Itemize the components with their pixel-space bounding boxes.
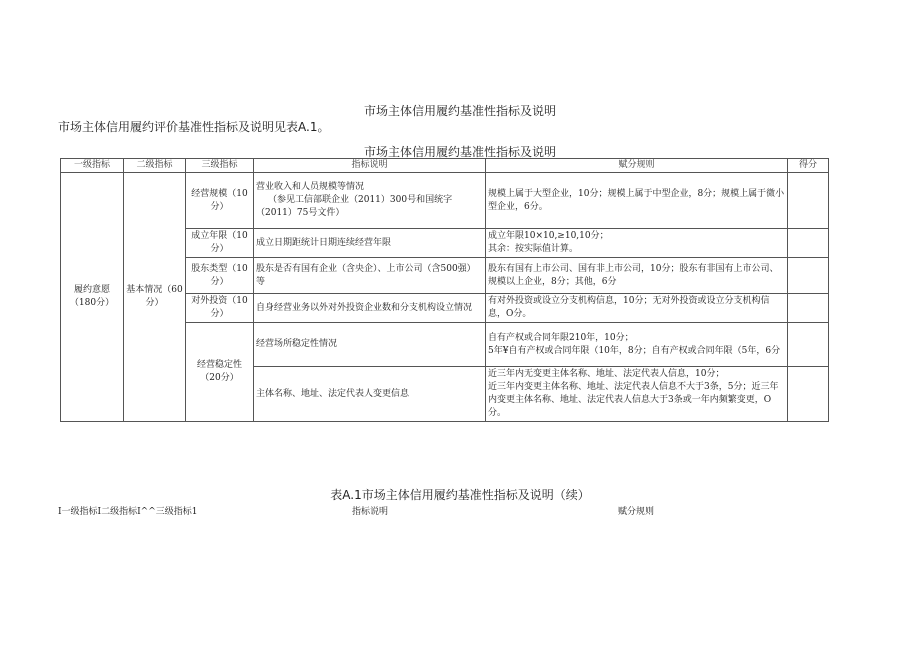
header-level1: 一级指标 <box>61 159 124 173</box>
scoring-rule-cell <box>486 323 788 367</box>
indicator-table <box>60 158 829 422</box>
description-line: 经营场所稳定性情况 <box>256 339 338 349</box>
rule-line: 5年¥自有产权或合同年限（10年，8分；自有产权或合同年限（5年，6分 <box>488 345 781 356</box>
continuation-header-description: 指标说明 <box>352 507 389 517</box>
continuation-header-scoring-rule: 赋分规则 <box>618 507 655 517</box>
description-cell <box>254 229 486 258</box>
score-cell <box>788 294 829 323</box>
level3-cell: 经营规模（10分） <box>186 173 254 229</box>
header-level3: 三级指标 <box>186 159 254 173</box>
description-line: 自身经营业务以外对外投资企业数和分支机构设立情况 <box>256 302 473 313</box>
scoring-rule-cell <box>486 258 788 294</box>
intro-paragraph: 市场主体信用履约评价基准性指标及说明见表A.1。 <box>58 120 330 134</box>
rule-line: 规模上属于大型企业，10分；规模上属于中型企业，8分；规模上属于微小型企业，6分。 <box>488 188 785 212</box>
scoring-rule-cell <box>486 173 788 229</box>
header-level2: 二级指标 <box>124 159 186 173</box>
score-cell <box>788 258 829 294</box>
level1-cell: 履约意愿（180分） <box>61 173 124 422</box>
rule-line: 股东有国有上市公司、国有非上市公司，10分；股东有非国有上市公司、规模以上企业，8分；其他，6分 <box>488 263 779 287</box>
level3-cell: 股东类型（10分） <box>186 258 254 294</box>
score-cell <box>788 367 829 422</box>
table-caption: 市场主体信用履约基准性指标及说明 <box>363 145 556 159</box>
description-line: 股东是否有国有企业（含央企）、上市公司（含500强）等 <box>256 263 476 287</box>
score-cell <box>788 229 829 258</box>
rule-line: 近三年内无变更主体名称、地址、法定代表人信息，10分； <box>488 369 725 379</box>
continuation-caption: 表A.1市场主体信用履约基准性指标及说明（续） <box>330 488 590 502</box>
header-description: 指标说明 <box>254 159 486 173</box>
table-row <box>61 173 829 229</box>
description-cell <box>254 258 486 294</box>
scoring-rule-cell <box>486 229 788 258</box>
description-line: 主体名称、地址、法定代表人变更信息 <box>256 388 410 399</box>
continuation-header-levels: I一级指标I二级指标I^^三级指标1 <box>58 507 198 517</box>
description-cell <box>254 367 486 422</box>
rule-line: 其余：按实际值计算。 <box>488 244 579 254</box>
description-cell <box>254 173 486 229</box>
header-score: 得分 <box>788 159 829 173</box>
level3-cell: 经营稳定性（20分） <box>186 323 254 422</box>
description-cell <box>254 323 486 367</box>
description-line: 营业收入和人员规模等情况 <box>256 182 365 192</box>
document-heading: 市场主体信用履约基准性指标及说明 <box>363 104 556 118</box>
level3-cell: 对外投资（10分） <box>186 294 254 323</box>
level3-cell: 成立年限（10分） <box>186 229 254 258</box>
description-line: （参见工信部联企业（2011）300号和国统字（2011）75号文件） <box>256 195 453 218</box>
scoring-rule-cell <box>486 367 788 422</box>
scoring-rule-cell <box>486 294 788 323</box>
table-header-row <box>61 159 829 173</box>
rule-line: 有对外投资或设立分支机构信息，10分；无对外投资或设立分支机构信息，O分。 <box>488 296 770 319</box>
rule-line: 近三年内变更主体名称、地址、法定代表人信息不大于3条，5分；近三年内变更主体名称、地址、法定代表人信息大于3条或一年内频繁变更，O分。 <box>488 382 779 418</box>
rule-line: 自有产权或合同年限210年，10分； <box>488 332 634 343</box>
score-cell <box>788 173 829 229</box>
header-scoring-rule: 赋分规则 <box>486 159 788 173</box>
score-cell <box>788 323 829 367</box>
level2-cell: 基本情况（60分） <box>124 173 186 422</box>
rule-line: 成立年限10×10,≥10,10分； <box>488 231 609 241</box>
description-cell <box>254 294 486 323</box>
description-line: 成立日期距统计日期连续经营年限 <box>256 237 392 248</box>
